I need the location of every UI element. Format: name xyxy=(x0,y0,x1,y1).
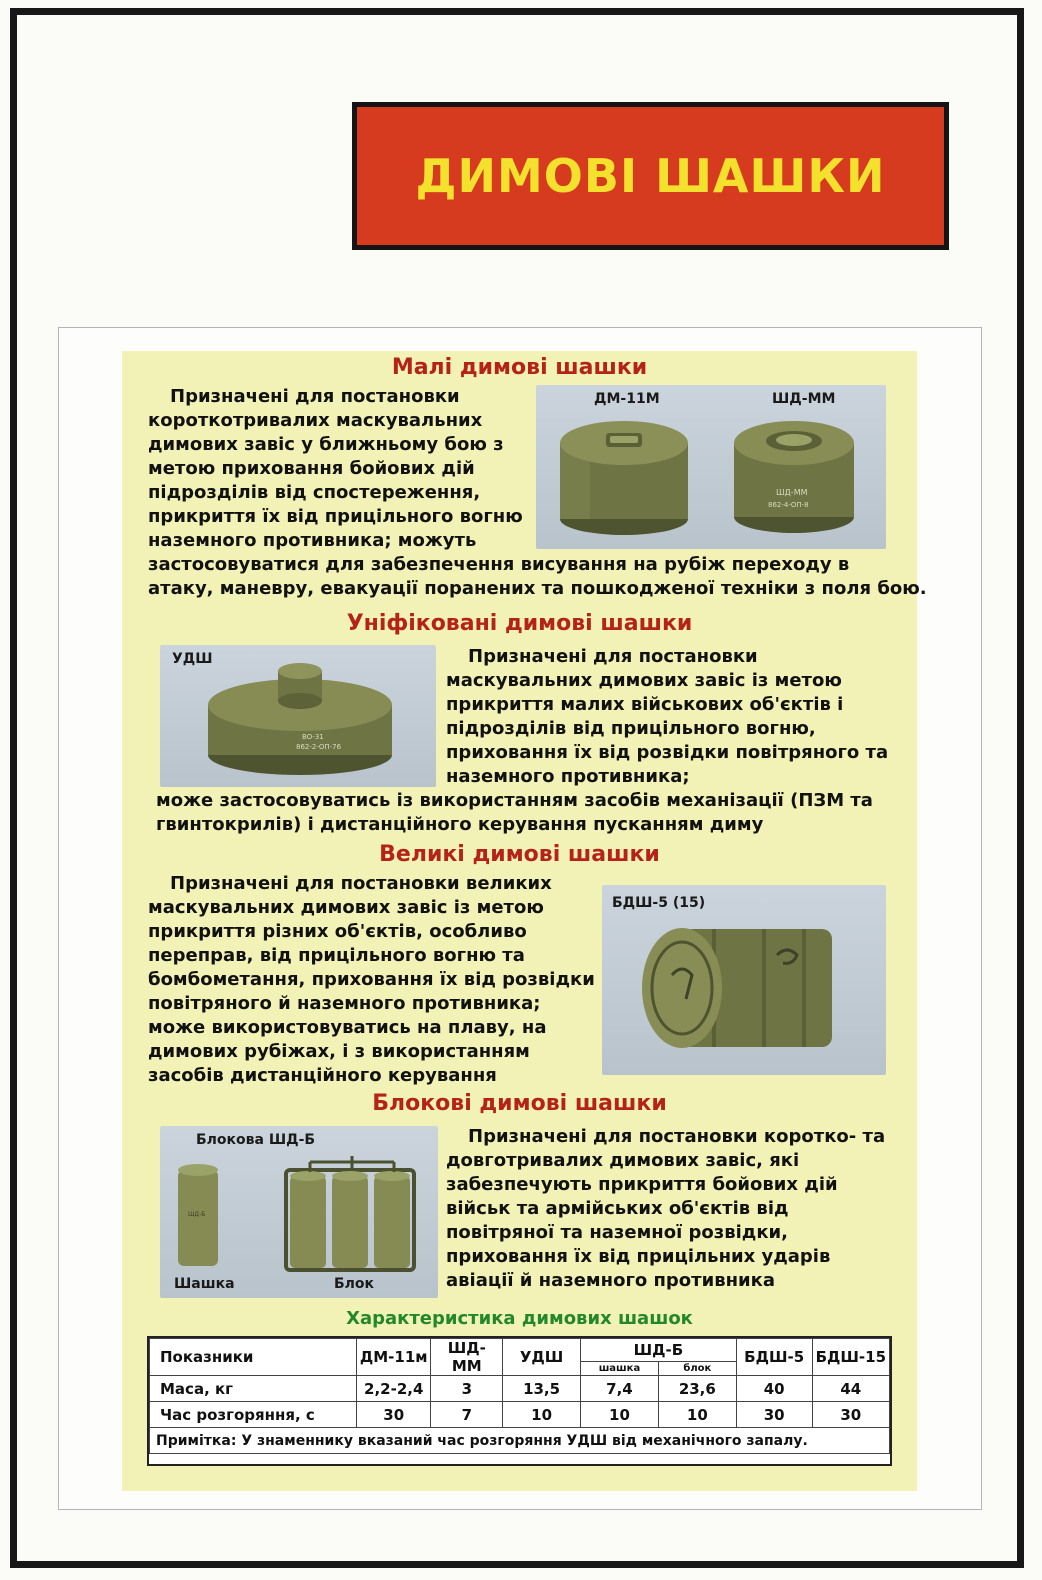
text-line: Призначені для постановки великих xyxy=(170,873,552,894)
text-line: прикриття малих військових об'єктів і xyxy=(446,694,844,715)
text-line: прикриття різних об'єктів, особливо xyxy=(148,921,527,942)
text-line: метою приховання бойових дій xyxy=(148,458,475,479)
photo-udsh xyxy=(160,645,436,787)
svg-text:862-4-ОП-8: 862-4-ОП-8 xyxy=(768,501,809,509)
photo-bdsh xyxy=(602,885,886,1075)
photo-label-udsh: УДШ xyxy=(172,651,213,667)
table-header-cell: УДШ xyxy=(503,1339,581,1376)
text-line: атаку, маневру, евакуації поранених та пошкодженої техніки з поля бою. xyxy=(148,578,927,599)
text-line: наземного противника; xyxy=(446,766,690,787)
poster xyxy=(122,351,927,1491)
section-text-large xyxy=(148,872,595,1088)
svg-text:ШД-Б: ШД-Б xyxy=(188,1211,206,1218)
text-line: Призначені для постановки коротко- та xyxy=(468,1126,886,1147)
text-line: димових рубіжах, і з використанням xyxy=(148,1041,530,1062)
table-cell: 30 xyxy=(356,1402,430,1428)
table-caption: Характеристика димових шашок xyxy=(346,1308,693,1329)
table-row xyxy=(150,1402,890,1428)
table-header-cell: ШД-Б xyxy=(581,1339,737,1362)
text-line: прикриття їх від прицільного вогню xyxy=(148,506,523,527)
svg-text:862-2-ОП-76: 862-2-ОП-76 xyxy=(296,743,342,751)
text-line: повітряної та наземної розвідки, xyxy=(446,1222,788,1243)
text-line: авіації й наземного противника xyxy=(446,1270,776,1291)
text-line: Призначені для постановки xyxy=(170,386,460,407)
section-text-unified-right xyxy=(446,645,888,789)
table-subheader-cell: шашка xyxy=(581,1361,659,1375)
section-heading-block: Блокові димові шашки xyxy=(372,1091,667,1116)
photo-label-dm11m: ДМ-11М xyxy=(594,391,660,407)
table-note-row xyxy=(150,1428,890,1454)
table-cell: 30 xyxy=(736,1402,812,1428)
section-text-unified-bottom xyxy=(156,789,873,837)
table-header-cell: БДШ-5 xyxy=(736,1339,812,1376)
text-line: повітряного й наземного противника; xyxy=(148,993,541,1014)
table-cell: 30 xyxy=(812,1402,889,1428)
table-cell: 7,4 xyxy=(581,1376,659,1402)
section-heading-large: Великі димові шашки xyxy=(379,842,660,867)
photo-label-block-shdb: Блокова ШД-Б xyxy=(196,1132,316,1148)
table-cell: 2,2-2,4 xyxy=(356,1376,430,1402)
text-line: маскувальних димових завіс із метою xyxy=(446,670,842,691)
text-line: короткотривалих маскувальних xyxy=(148,410,483,431)
section-heading-small: Малі димові шашки xyxy=(391,355,648,380)
photo-label-shdmm: ШД-ММ xyxy=(772,391,836,407)
table-cell: 10 xyxy=(503,1402,581,1428)
photo-small-pots xyxy=(536,385,886,549)
text-line: переправ, від прицільного вогню та xyxy=(148,945,525,966)
text-line: гвинтокрилів) і дистанційного керування пусканням диму xyxy=(156,814,764,835)
table-header-cell: ШД-ММ xyxy=(431,1339,503,1376)
table-header-row xyxy=(150,1339,890,1362)
text-line: підрозділів від спостереження, xyxy=(148,482,481,503)
table-header-cell: ДМ-11м xyxy=(356,1339,430,1376)
text-line: підрозділів від прицільного вогню, xyxy=(446,718,816,739)
table-cell: 7 xyxy=(431,1402,503,1428)
table-note: Примітка: У знаменнику вказаний час розгоряння УДШ від механічного запалу. xyxy=(150,1428,890,1454)
photo-label-bdsh: БДШ-5 (15) xyxy=(612,895,706,911)
text-line: наземного противника; можуть xyxy=(148,530,477,551)
text-line: засобів дистанційного керування xyxy=(148,1065,497,1086)
table-cell: 10 xyxy=(581,1402,659,1428)
table-cell: 44 xyxy=(812,1376,889,1402)
table-cell: 23,6 xyxy=(658,1376,736,1402)
text-line: може застосовуватись із використанням засобів механізації (ПЗМ та xyxy=(156,790,873,811)
table-header-cell: Показники xyxy=(150,1339,357,1376)
title-banner xyxy=(352,102,949,250)
page-title: ДИМОВІ ШАШКИ xyxy=(415,149,886,203)
section-text-block xyxy=(446,1125,885,1293)
table-cell: 13,5 xyxy=(503,1376,581,1402)
text-line: довготривалих димових завіс, які xyxy=(446,1150,800,1171)
text-line: може використовуватись на плаву, на xyxy=(148,1017,547,1038)
text-line: забезпечують прикриття бойових дій xyxy=(446,1174,838,1195)
table-cell: 3 xyxy=(431,1376,503,1402)
text-line: військ та армійських об'єктів від xyxy=(446,1198,789,1219)
table-cell: 40 xyxy=(736,1376,812,1402)
table-row-label: Маса, кг xyxy=(150,1376,357,1402)
characteristics-table xyxy=(147,1336,892,1466)
section-heading-unified: Уніфіковані димові шашки xyxy=(346,611,693,636)
svg-text:ШД-ММ: ШД-ММ xyxy=(776,488,808,497)
text-line: димових завіс у ближньому бою з xyxy=(148,434,504,455)
text-line: Призначені для постановки xyxy=(468,646,758,667)
table-cell: 10 xyxy=(658,1402,736,1428)
text-line: маскувальних димових завіс із метою xyxy=(148,897,544,918)
table-row-label: Час розгоряння, с xyxy=(150,1402,357,1428)
text-line: бомбометання, приховання їх від розвідки xyxy=(148,969,595,990)
table-header-cell: БДШ-15 xyxy=(812,1339,889,1376)
photo-label-blok: Блок xyxy=(334,1276,375,1292)
text-line: приховання їх від розвідки повітряного та xyxy=(446,742,889,763)
table-row xyxy=(150,1376,890,1402)
photo-block xyxy=(160,1126,438,1298)
photo-label-shashka: Шашка xyxy=(174,1276,235,1292)
text-line: приховання їх від прицільних ударів xyxy=(446,1246,831,1267)
text-line: застосовуватися для забезпечення висування на рубіж переходу в xyxy=(148,554,850,575)
table-subheader-cell: блок xyxy=(658,1361,736,1375)
svg-text:ВО-31: ВО-31 xyxy=(302,733,324,741)
